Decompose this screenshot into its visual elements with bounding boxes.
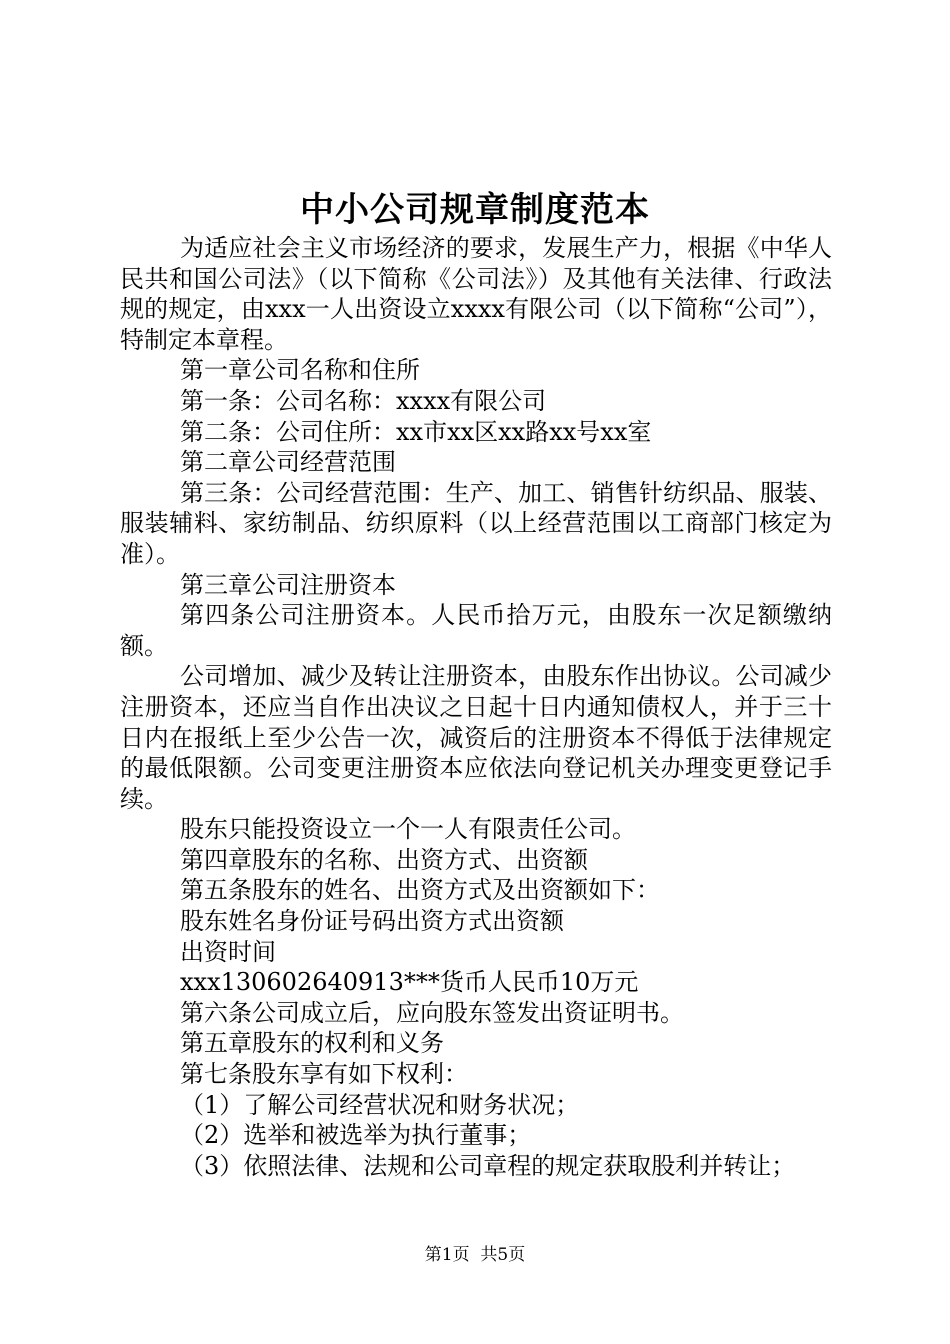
chapter-heading-3: 第三章公司注册资本 (180, 570, 396, 599)
article-3: 第三条：公司经营范围：生产、加工、销售针纺织品、服装、服装辅料、家纺制品、纺织原料（以上经营范围以工商部门核定为准）。 (120, 478, 832, 568)
article-2: 第二条：公司住所：xx市xx区xx路xx号xx室 (180, 417, 652, 446)
list-item-3: （3）依照法律、法规和公司章程的规定获取股利并转让； (180, 1151, 796, 1180)
document-body (120, 233, 832, 1181)
page-number: 第1页 (424, 1245, 470, 1265)
shareholder-table-header: 股东姓名身份证号码出资方式出资额 (180, 907, 564, 936)
shareholder-table-header-cont: 出资时间 (180, 937, 276, 966)
shareholder-table-row: xxx130602640913***货币人民币10万元 (180, 968, 639, 997)
paragraph-capital-change: 公司增加、减少及转让注册资本，由股东作出协议。公司减少注册资本，还应当自作出决议之日起十日内通知债权人，并于三十日内在报纸上至少公告一次，减资后的注册资本不得低于法律规定的最低限额。公司变更注册资本应依法向登记机关办理变更登记手续。 (120, 662, 832, 813)
article-6: 第六条公司成立后，应向股东签发出资证明书。 (180, 998, 684, 1027)
paragraph-single-company: 股东只能投资设立一个一人有限责任公司。 (180, 815, 636, 844)
list-item-1: （1）了解公司经营状况和财务状况； (180, 1090, 580, 1119)
chapter-heading-5: 第五章股东的权利和义务 (180, 1029, 444, 1058)
article-4: 第四条公司注册资本。人民币拾万元，由股东一次足额缴纳额。 (120, 601, 832, 660)
article-5: 第五条股东的姓名、出资方式及出资额如下： (180, 876, 660, 905)
article-7: 第七条股东享有如下权利： (180, 1060, 468, 1089)
page-total: 共5页 (480, 1245, 526, 1265)
chapter-heading-1: 第一章公司名称和住所 (180, 356, 420, 385)
page-footer (0, 1243, 950, 1267)
chapter-heading-2: 第二章公司经营范围 (180, 448, 396, 477)
list-item-2: （2）选举和被选举为执行董事； (180, 1121, 532, 1150)
article-1: 第一条：公司名称：xxxx有限公司 (180, 386, 547, 415)
chapter-heading-4: 第四章股东的名称、出资方式、出资额 (180, 845, 588, 874)
paragraph-preamble: 为适应社会主义市场经济的要求，发展生产力，根据《中华人民共和国公司法》（以下简称《公司法》）及其他有关法律、行政法规的规定，由xxx一人出资设立xxxx有限公司（以下简称“公司”），特制定本章程。 (120, 234, 832, 354)
document-title: 中小公司规章制度范本 (300, 190, 650, 230)
